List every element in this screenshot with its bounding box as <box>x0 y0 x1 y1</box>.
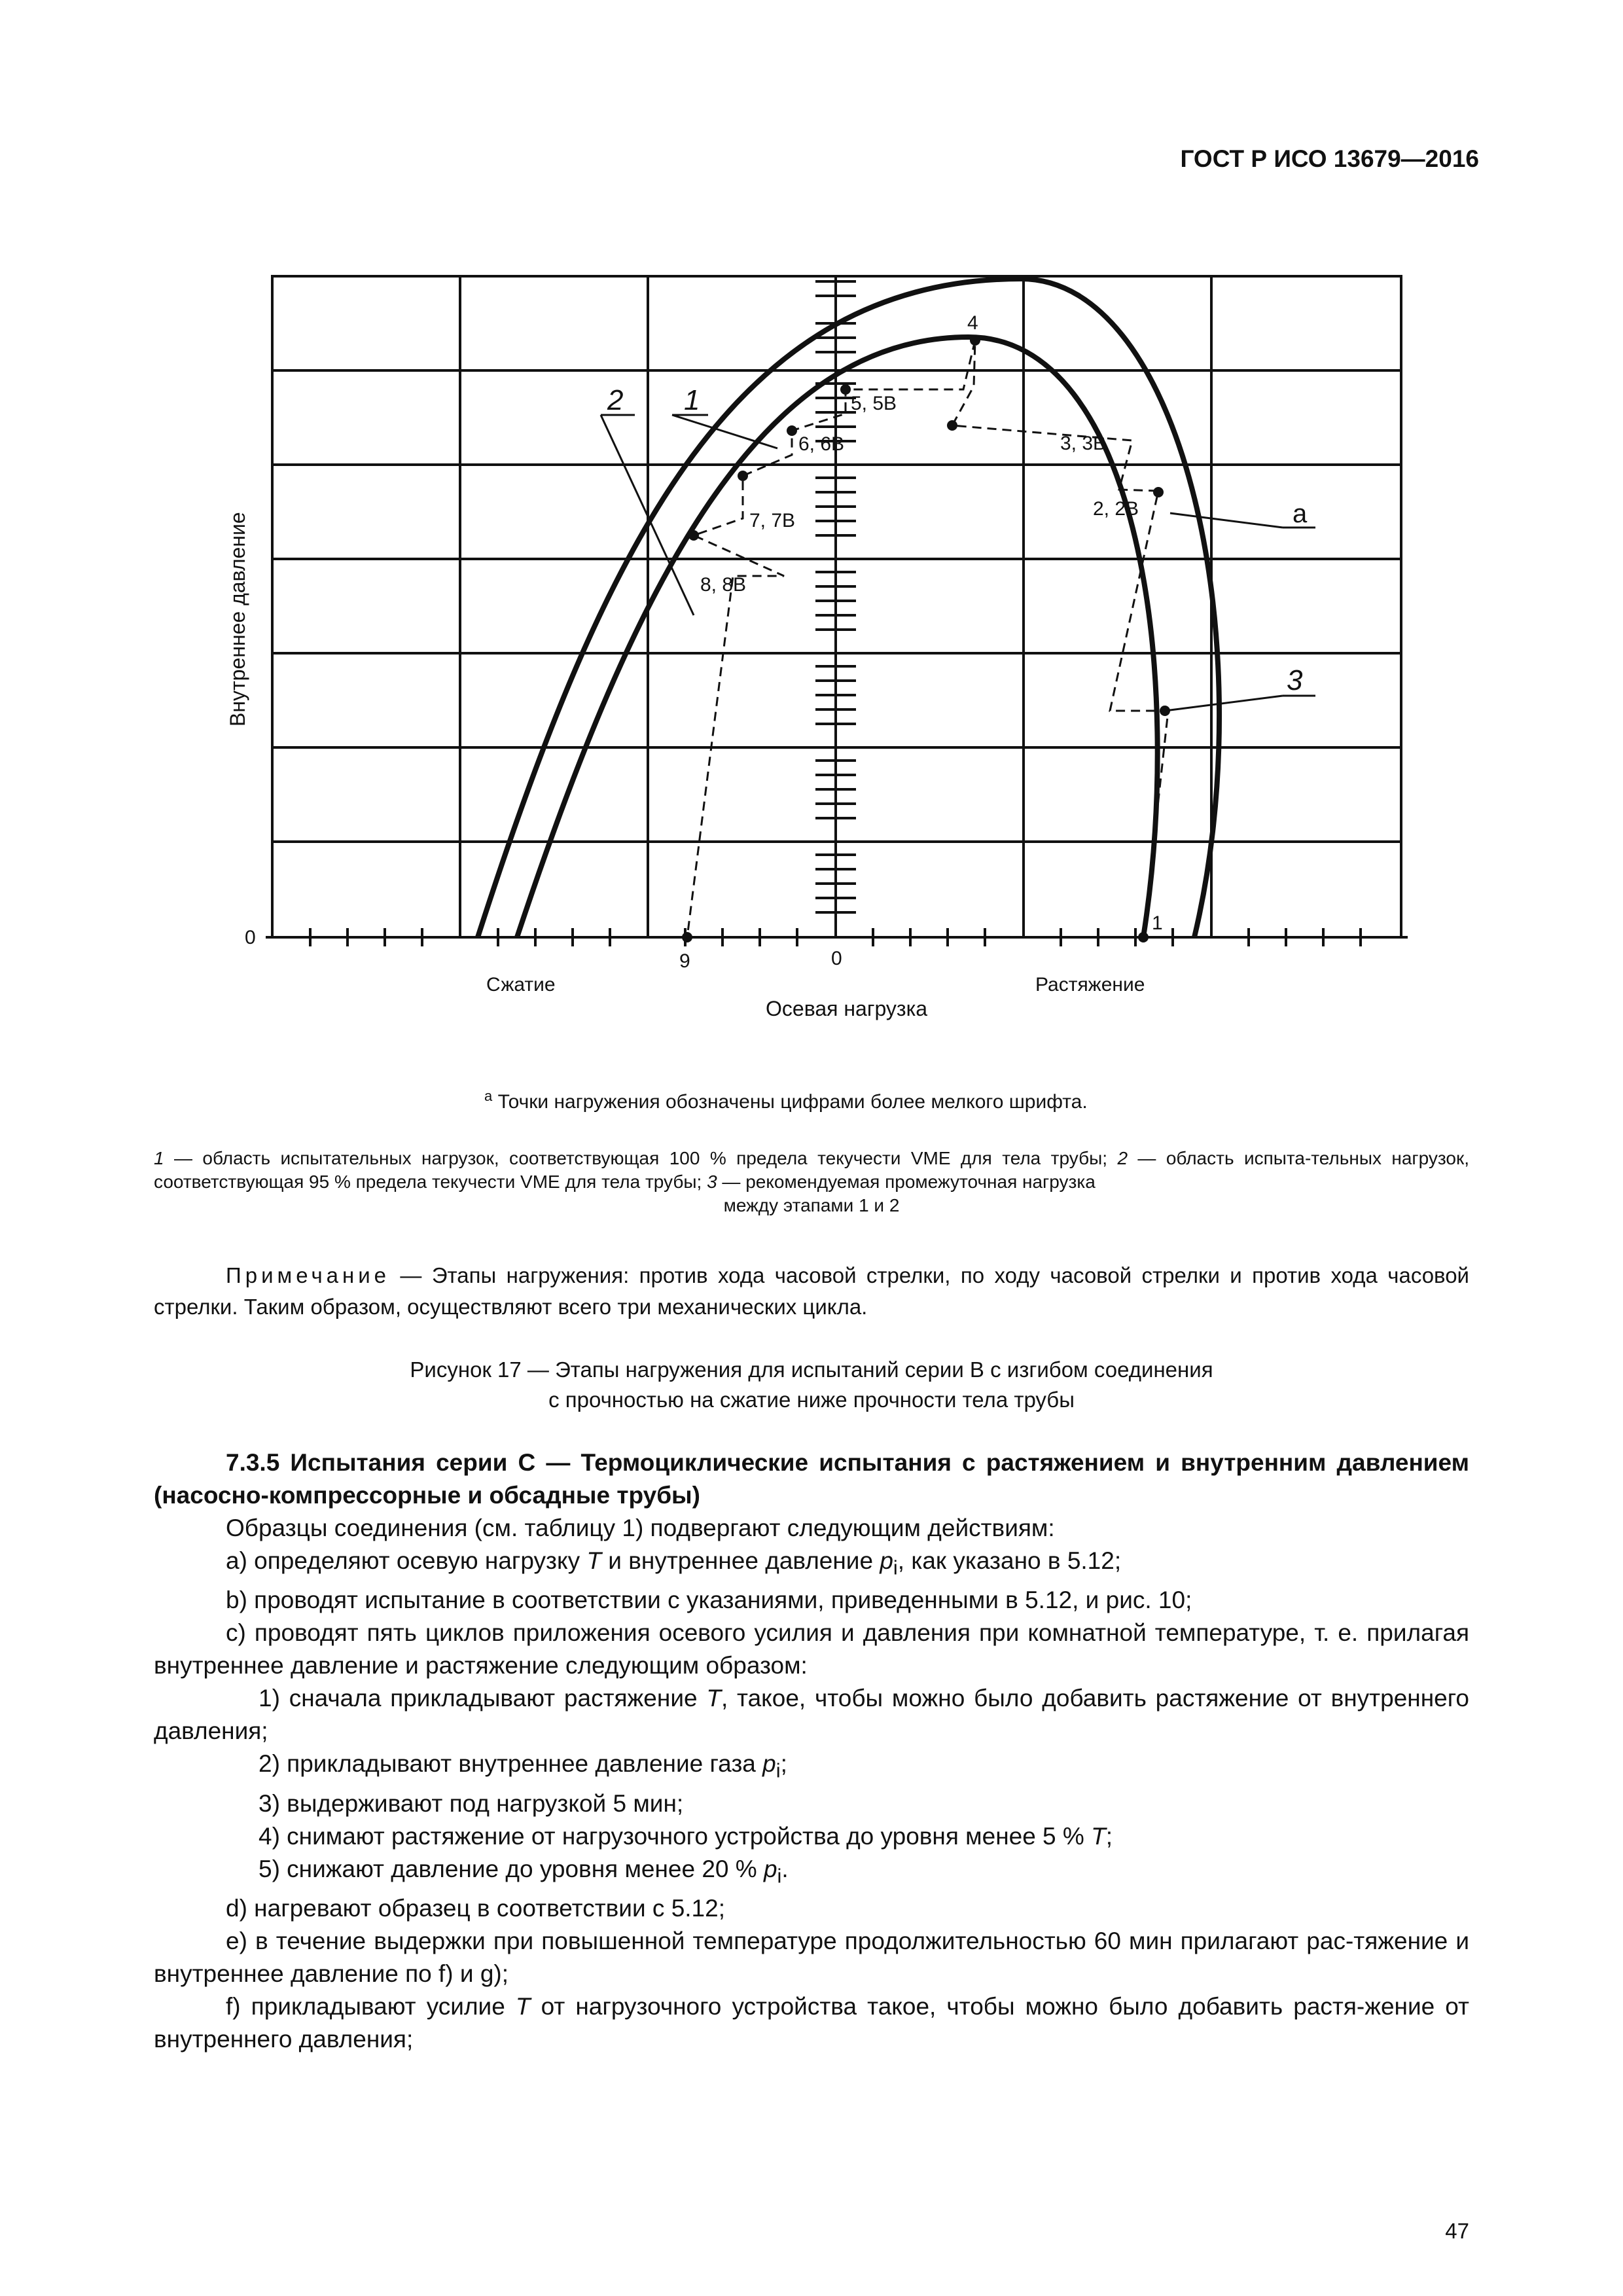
legend-key-3: 3 <box>707 1172 717 1192</box>
figure-footnote <box>484 1088 1335 1113</box>
figure-legend <box>154 1147 1469 1217</box>
legend-main <box>154 1147 1469 1194</box>
figure-note <box>154 1260 1469 1323</box>
figure-caption <box>154 1355 1469 1415</box>
legend-last-line: между этапами 1 и 2 <box>723 1195 900 1215</box>
item-c4: 4) снимают растяжение от нагрузочного устройства до уровня менее 5 % T; <box>259 1822 1113 1850</box>
point-label-7: 7, 7В <box>749 510 796 531</box>
footnote-marker: а <box>484 1088 493 1104</box>
point-8-marker <box>688 530 699 541</box>
item-b: b) проводят испытание в соответствии с указаниями, приведенными в 5.12, и рис. 10; <box>226 1587 1192 1614</box>
caption-line-2: с прочностью на сжатие ниже прочности тела трубы <box>548 1388 1075 1412</box>
x-axis-label: Осевая нагрузка <box>766 997 928 1020</box>
point-6-marker <box>787 425 797 436</box>
item-d: d) нагревают образец в соответствии с 5.12; <box>226 1895 725 1922</box>
legend-text-1: — область испытательных нагрузок, соответствующая 100 % предела текучести VME для тела трубы; <box>164 1148 1118 1168</box>
curve-label-3: 3 <box>1287 664 1303 696</box>
document-header: ГОСТ Р ИСО 13679—2016 <box>1180 145 1479 172</box>
curve-label-1: 1 <box>684 384 700 416</box>
origin-x-label: 0 <box>831 948 842 969</box>
item-e: e) в течение выдержки при повышенной температуре продолжительностью 60 мин прилагают рас-тяжение и внутреннее давление по f) и g); <box>154 1928 1469 1988</box>
legend-key-2: 2 <box>1117 1148 1128 1168</box>
item-c1: 1) сначала прикладывают растяжение T, такое, чтобы можно было добавить растяжение от внутреннего давления; <box>154 1685 1469 1745</box>
note-text: — Этапы нагружения: против хода часовой стрелки, по ходу часовой стрелки и против хода часовой стрелки. Таким образом, осуществляют всего три механических цикла. <box>154 1263 1469 1319</box>
section-heading: 7.3.5 Испытания серии С — Термоциклические испытания с растяжением и внутренним давлением (насосно-компрессорные и обсадные трубы) <box>154 1449 1469 1509</box>
point-3-intermediate-marker <box>1160 706 1170 716</box>
x-left-label: Сжатие <box>486 974 556 996</box>
y-axis-label: Внутреннее давление <box>226 512 249 726</box>
point-2-marker <box>1153 487 1164 497</box>
point-4-marker <box>970 335 980 346</box>
loading-steps-figure <box>216 255 1459 1093</box>
point-label-5: 5, 5В <box>851 393 897 414</box>
item-f: f) прикладывают усилие T от нагрузочного устройства такое, чтобы можно было добавить растя-жение от внутреннего давления; <box>154 1993 1470 2053</box>
item-c5: 5) снижают давление до уровня менее 20 % $p_i$. <box>259 1855 789 1888</box>
point-7-marker <box>738 471 748 481</box>
curve-100-percent <box>478 279 1219 937</box>
item-c3: 3) выдерживают под нагрузкой 5 мин; <box>259 1789 684 1817</box>
legend-text-3: — рекомендуемая промежуточная нагрузка <box>717 1172 1096 1192</box>
footnote-text: Точки нагружения обозначены цифрами более мелкого шрифта. <box>492 1091 1088 1113</box>
caption-line-1: Рисунок 17 — Этапы нагружения для испытаний серии В с изгибом соединения <box>410 1357 1213 1382</box>
x-right-label: Растяжение <box>1035 974 1145 996</box>
point-label-3: 3, 3В <box>1060 433 1107 454</box>
point-label-4: 4 <box>967 312 978 334</box>
point-9-marker <box>682 932 692 942</box>
origin-y-label: 0 <box>245 927 256 948</box>
item-c2: 2) прикладывают внутреннее давление газа $p_i$; <box>259 1750 787 1782</box>
point-1-marker <box>1138 932 1149 942</box>
point-5-marker <box>840 384 851 395</box>
point-label-1: 1 <box>1152 912 1163 934</box>
note-lead: Примечание <box>226 1263 391 1287</box>
legend-text-2: — область испыта-тельных нагрузок, соответствующая 95 % предела текучести VME для тела трубы; <box>154 1148 1469 1192</box>
item-c: c) проводят пять циклов приложения осевого усилия и давления при комнатной температуре, т. е. прилагая внутреннее давление и растяжение следующим образом: <box>154 1619 1469 1679</box>
legend-key-1: 1 <box>154 1148 164 1168</box>
figure-svg <box>216 255 1459 1093</box>
section-body <box>154 1446 1469 2056</box>
section-intro: Образцы соединения (см. таблицу 1) подвергают следующим действиям: <box>226 1515 1055 1541</box>
note-label-a: а <box>1293 499 1308 528</box>
point-label-8: 8, 8В <box>700 574 747 596</box>
point-label-6: 6, 6В <box>798 433 845 455</box>
point-3-marker <box>947 420 957 431</box>
curve-label-2: 2 <box>607 384 624 416</box>
point-label-9: 9 <box>679 950 690 972</box>
point-label-2: 2, 2В <box>1093 498 1139 520</box>
page-number: 47 <box>1445 2219 1469 2243</box>
item-a: a) определяют осевую нагрузку T и внутреннее давление $p_i$, как указано в 5.12; <box>226 1547 1122 1579</box>
